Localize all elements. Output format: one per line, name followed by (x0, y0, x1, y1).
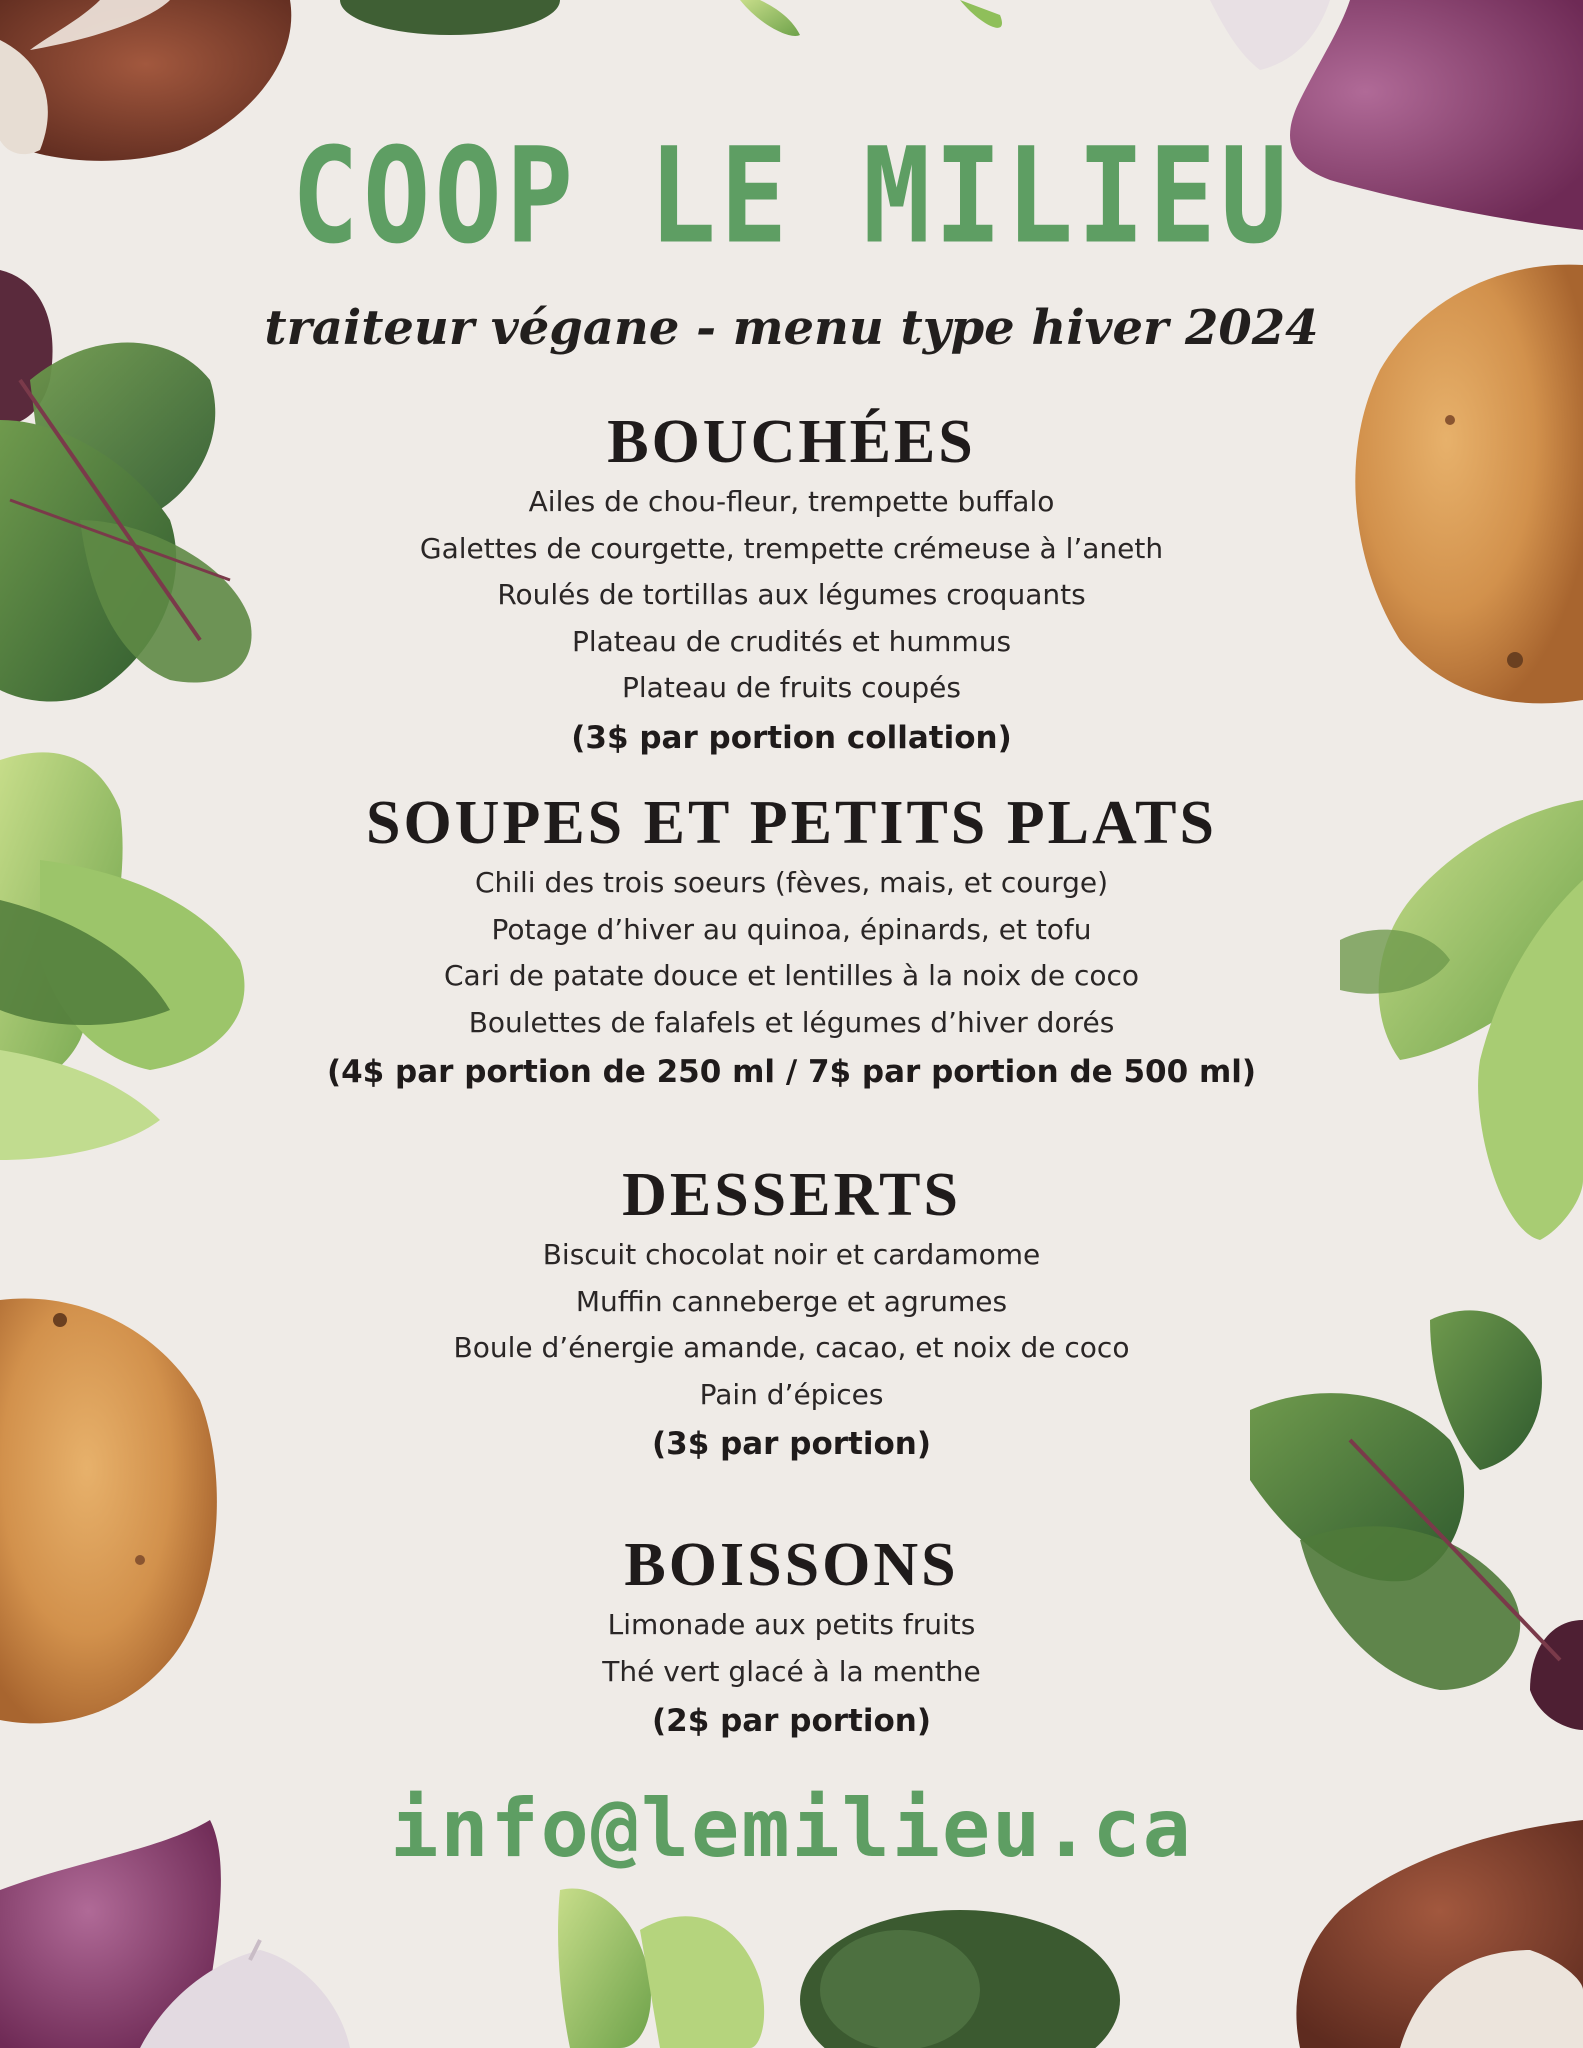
menu-item: Boule d’énergie amande, cacao, et noix de coco (453, 1331, 1130, 1364)
section-title: SOUPES ET PETITS PLATS (365, 789, 1218, 857)
section-price: (3$ par portion collation) (571, 719, 1012, 756)
menu-item: Boulettes de falafels et légumes d’hiver dorés (468, 1005, 1115, 1039)
brand-title: COOP LE MILIEU (291, 120, 1292, 274)
menu-item: Roulés de tortillas aux légumes croquants (497, 578, 1086, 611)
menu-item: Biscuit chocolat noir et cardamome (542, 1238, 1041, 1271)
section-desserts (0, 1158, 1583, 1470)
menu-item: Muffin canneberge et agrumes (575, 1284, 1008, 1318)
section-bouchees (0, 405, 1583, 764)
menu-item: Ailes de chou-fleur, trempette buffalo (528, 485, 1055, 518)
section-title: DESSERTS (622, 1161, 961, 1229)
section-soupes (0, 786, 1583, 1098)
menu-subtitle: traiteur végane - menu type hiver 2024 (264, 300, 1319, 356)
section-price: (4$ par portion de 250 ml / 7$ par portion de 500 ml) (326, 1054, 1257, 1090)
section-boissons (0, 1528, 1583, 1747)
menu-item: Limonade aux petits fruits (607, 1608, 976, 1641)
section-price: (3$ par portion) (651, 1426, 932, 1462)
contact-email: info@lemilieu.ca (390, 1782, 1193, 1875)
menu-item: Galettes de courgette, trempette crémeuse à l’aneth (419, 531, 1164, 565)
menu-item: Pain d’épices (699, 1377, 884, 1411)
section-price: (2$ par portion) (651, 1703, 932, 1739)
section-title: BOUCHÉES (607, 408, 976, 476)
menu-item: Plateau de fruits coupés (622, 671, 961, 704)
menu-item: Cari de patate douce et lentilles à la noix de coco (443, 959, 1139, 992)
menu-item: Potage d’hiver au quinoa, épinards, et tofu (491, 912, 1092, 946)
menu-item: Chili des trois soeurs (fèves, mais, et courge) (474, 866, 1109, 899)
menu-item: Plateau de crudités et hummus (571, 624, 1012, 658)
section-title: BOISSONS (624, 1531, 959, 1599)
menu-item: Thé vert glacé à la menthe (602, 1654, 981, 1688)
